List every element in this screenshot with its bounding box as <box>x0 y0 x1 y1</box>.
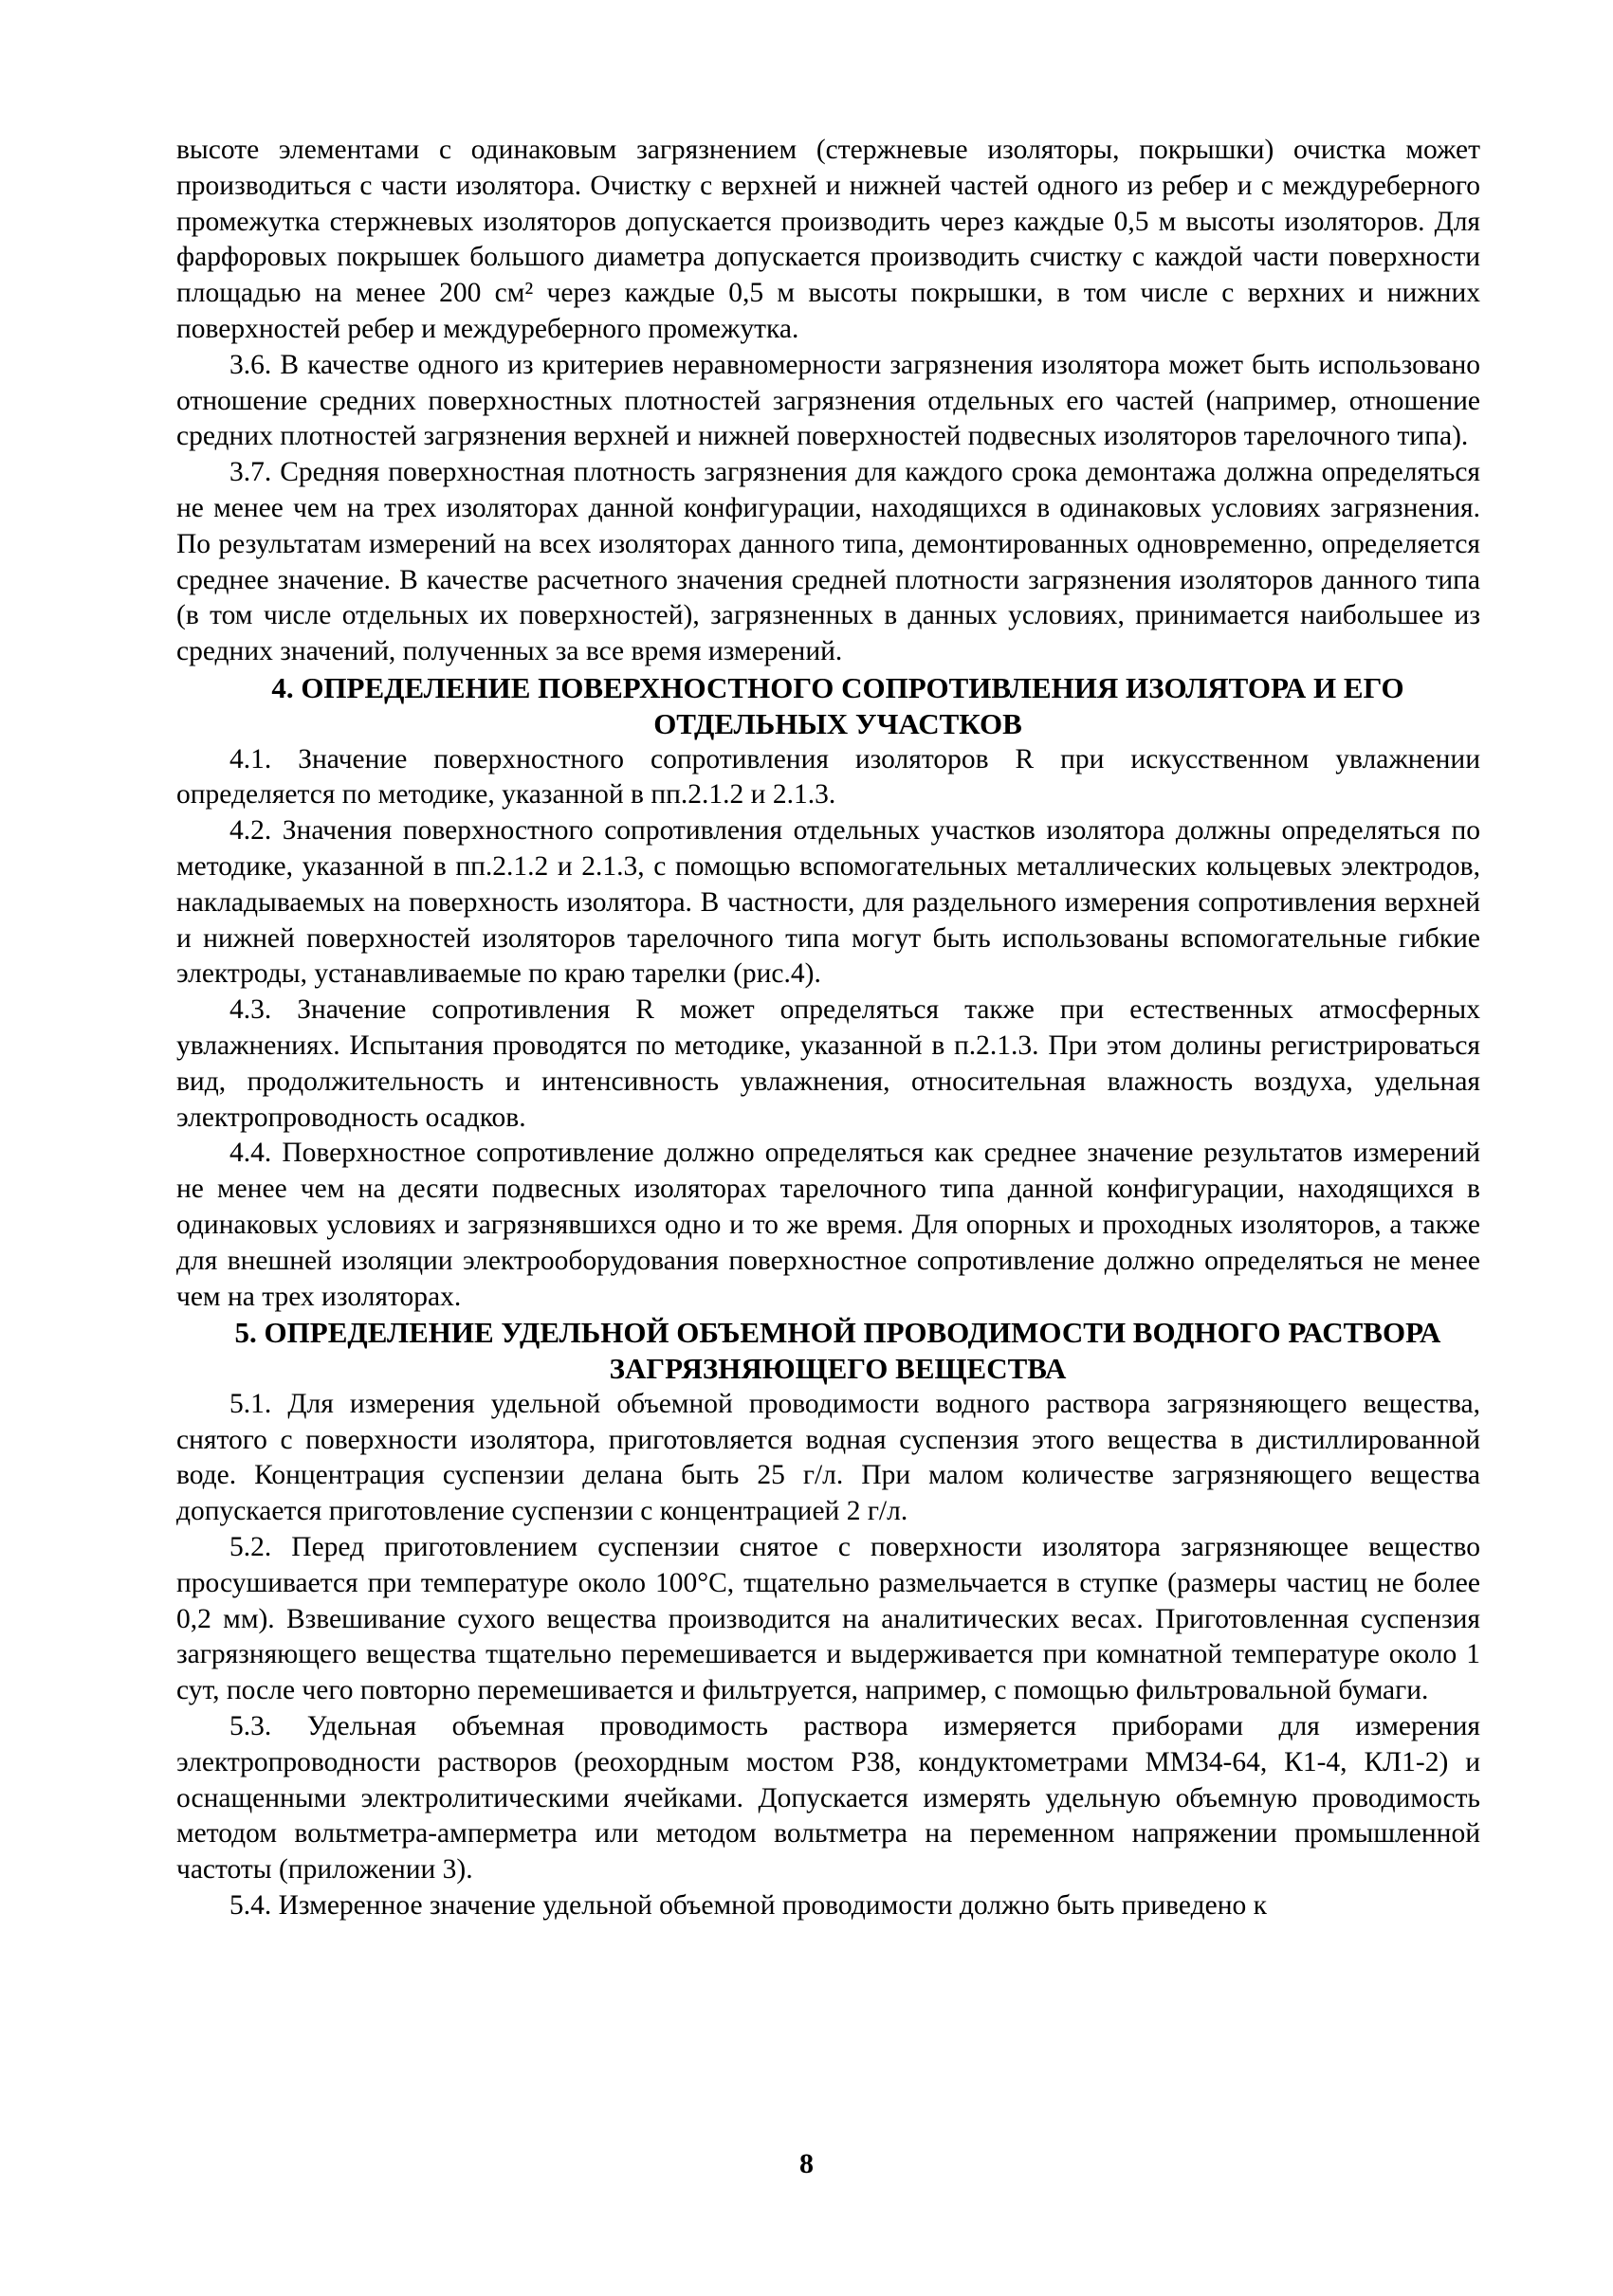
paragraph-3-7: 3.7. Средняя поверхностная плотность загрязнения для каждого срока демонтажа должна определяться не менее чем на трех изоляторах данной конфигурации, находящихся в одинаковых условиях загрязнения. По результатам измерений на всех изоляторах данного типа, демонтированных одновременно, определяется среднее значение. В качестве расчетного значения средней плотности загрязнения изоляторов данного типа (в том числе отдельных их поверхностей), загрязненных в данных условиях, принимается наибольшее из средних значений, полученных за все время измерений. <box>176 457 1480 667</box>
paragraph-3-6: 3.6. В качестве одного из критериев неравномерности загрязнения изолятора может быть использовано отношение средних поверхностных плотностей загрязнения отдельных его частей (например, отношение средних плотностей загрязнения верхней и нижней поверхностей подвесных изоляторов тарелочного типа). <box>176 349 1480 452</box>
page-number: 8 <box>799 2148 814 2179</box>
paragraph-continued: высоте элементами с одинаковым загрязнением (стержневые изоляторы, покрышки) очистка может производиться с части изолятора. Очистку с верхней и нижней частей одного из ребер и с междуреберного промежутка стержневых изоляторов допускается производить через каждые 0,5 м высоты изоляторов. Для фарфоровых покрышек большого диаметра допускается производить счистку с каждой части поверхности площадью на менее 200 см² через каждые 0,5 м высоты покрышки, в том числе с верхних и нижних поверхностей ребер и междуреберного промежутка. <box>176 135 1480 344</box>
paragraph-4-1: 4.1. Значение поверхностного сопротивления изоляторов R при искусственном увлажнении определяется по методике, указанной в пп.2.1.2 и 2.1.3. <box>176 743 1480 811</box>
paragraph-5-3: 5.3. Удельная объемная проводимость раствора измеряется приборами для измерения электропроводности растворов (реохордным мостом Р38, кондуктометрами ММ34-64, К1-4, КЛ1-2) и оснащенными электролитическими ячейками. Допускается измерять удельную объемную проводимость методом вольтметра-амперметра или методом вольтметра на переменном напряжении промышленной частоты (приложении 3). <box>176 1711 1480 1886</box>
paragraph-4-2: 4.2. Значения поверхностного сопротивления отдельных участков изолятора должны определяться по методике, указанной в пп.2.1.2 и 2.1.3, с помощью вспомогательных металлических кольцевых электродов, накладываемых на поверхность изолятора. В частности, для раздельного измерения сопротивления верхней и нижней поверхностей изоляторов тарелочного типа могут быть использованы вспомогательные гибкие электроды, устанавливаемые по краю тарелки (рис.4). <box>176 815 1480 990</box>
paragraph-5-4: 5.4. Измеренное значение удельной объемной проводимости должно быть приведено к <box>229 1890 1267 1922</box>
paragraph-4-4: 4.4. Поверхностное сопротивление должно определяться как среднее значение результатов измерений не менее чем на десяти подвесных изоляторах тарелочного типа данной конфигурации, находящихся в одинаковых условиях и загрязнявшихся одно и то же время. Для опорных и проходных изоляторов, а также для внешней изоляции электрооборудования поверхностное сопротивление должно определяться не менее чем на трех изоляторах. <box>176 1138 1480 1312</box>
paragraph-5-1: 5.1. Для измерения удельной объемной проводимости водного раствора загрязняющего вещества, снятого с поверхности изолятора, приготовляется водная суспензия этого вещества в дистиллированной воде. Концентрация суспензии делана быть 25 г/л. При малом количестве загрязняющего вещества допускается приготовление суспензии с концентрацией 2 г/л. <box>176 1388 1480 1527</box>
section-4-heading: 4. ОПРЕДЕЛЕНИЕ ПОВЕРХНОСТНОГО СОПРОТИВЛЕНИЯ ИЗОЛЯТОРА И ЕГО ОТДЕЛЬНЫХ УЧАСТКОВ <box>271 670 1404 740</box>
paragraph-4-3: 4.3. Значение сопротивления R может определяться также при естественных атмосферных увлажнениях. Испытания проводятся по методике, указанной в п.2.1.3. При этом долины регистрироваться вид, продолжительность и интенсивность увлажнения, относительная влажность воздуха, удельная электропроводность осадков. <box>176 994 1480 1133</box>
section-5-heading: 5. ОПРЕДЕЛЕНИЕ УДЕЛЬНОЙ ОБЪЕМНОЙ ПРОВОДИМОСТИ ВОДНОГО РАСТВОРА ЗАГРЯЗНЯЮЩЕГО ВЕЩЕСТВА <box>234 1316 1441 1386</box>
paragraph-5-2: 5.2. Перед приготовлением суспензии снятое с поверхности изолятора загрязняющее вещество просушивается при температуре около 100°С, тщательно размельчается в ступке (размеры частиц не более 0,2 мм). Взвешивание сухого вещества производится на аналитических весах. Приготовленная суспензия загрязняющего вещества тщательно перемешивается и выдерживается при комнатной температуре около 1 сут, после чего повторно перемешивается и фильтруется, например, с помощью фильтровальной бумаги. <box>176 1532 1480 1706</box>
document-page <box>176 133 1480 1924</box>
